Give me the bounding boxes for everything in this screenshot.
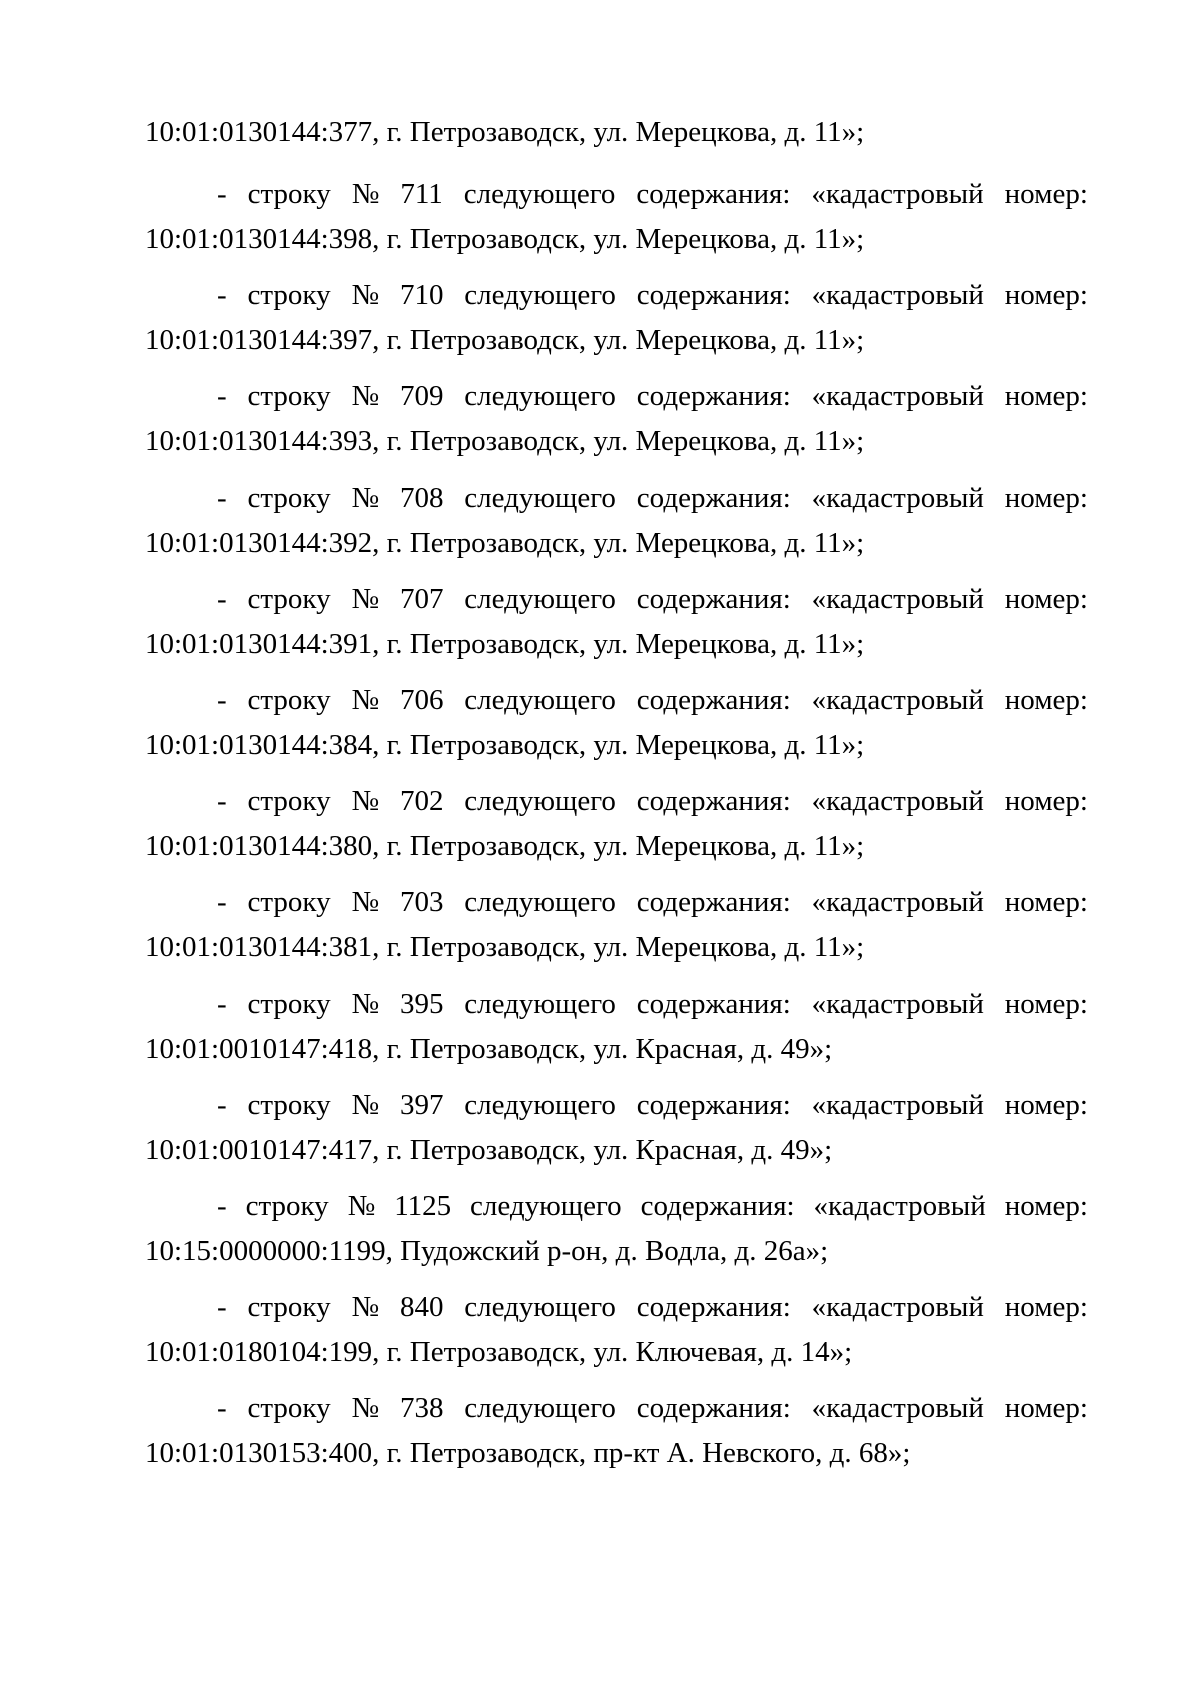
lead-word: «кадастровый [811,380,984,413]
amendment-lead-line [217,1287,1088,1327]
amendment-lead-line [217,376,1088,416]
lead-word: 707 [399,582,444,615]
lead-word: содержания: [636,582,791,615]
lead-word: номер: [1004,178,1088,210]
lead-word: 708 [399,481,444,514]
lead-word: № [351,785,380,818]
lead-word: номер: [1004,279,1088,312]
amendment-address-line: 10:01:0130144:391, г. Петрозаводск, ул. Мерецкова, д. 11»; [145,627,865,660]
lead-word: № [351,582,380,615]
amendment-address-line: 10:01:0180104:199, г. Петрозаводск, ул. Ключевая, д. 14»; [145,1336,853,1369]
lead-word: «кадастровый [813,1190,986,1222]
lead-word: - [217,1088,227,1121]
lead-word: следующего [464,582,616,615]
lead-word: № [351,684,380,716]
lead-word: 709 [399,380,444,413]
lead-word: строку [247,582,331,615]
lead-word: номер: [1004,1291,1088,1324]
lead-word: - [217,1392,227,1425]
amendment-lead-line [217,275,1088,315]
lead-word: - [217,380,227,413]
lead-word: номер: [1004,785,1088,818]
lead-word: строку [247,279,331,312]
lead-word: следующего [464,684,616,716]
lead-word: строку [247,785,331,818]
lead-word: содержания: [636,380,791,413]
lead-word: номер: [1004,987,1088,1020]
lead-word: строку [247,1392,331,1425]
lead-word: следующего [464,1088,616,1121]
lead-word: «кадастровый [811,481,984,514]
lead-word: № [351,178,380,210]
amendment-lead-line [217,579,1088,619]
lead-word: содержания: [636,785,791,818]
lead-word: № [351,1088,380,1121]
lead-word: - [217,1291,227,1324]
lead-word: номер: [1004,1392,1088,1425]
lead-word: № [351,1392,380,1425]
lead-word: 711 [400,178,443,210]
amendment-lead-line [217,1186,1088,1226]
lead-word: содержания: [636,178,791,210]
lead-word: - [217,481,227,514]
lead-word: следующего [470,1190,622,1222]
lead-word: № [351,886,380,919]
lead-word: № [351,279,380,312]
lead-word: № [351,1291,380,1324]
amendment-address-line: 10:01:0130144:381, г. Петрозаводск, ул. Мерецкова, д. 11»; [145,931,865,964]
lead-word: следующего [464,481,616,514]
amendment-address-line: 10:15:0000000:1199, Пудожский р-он, д. Водла, д. 26а»; [145,1235,829,1267]
lead-word: содержания: [636,1088,791,1121]
lead-word: «кадастровый [811,1088,984,1121]
lead-word: «кадастровый [811,684,984,716]
lead-word: 397 [399,1088,444,1121]
amendment-address-line: 10:01:0130144:393, г. Петрозаводск, ул. Мерецкова, д. 11»; [145,425,865,458]
amendment-address-line: 10:01:0130144:397, г. Петрозаводск, ул. Мерецкова, д. 11»; [145,324,865,357]
lead-word: «кадастровый [811,178,984,210]
lead-word: - [217,279,227,312]
lead-word: - [217,785,227,818]
continuation-line: 10:01:0130144:377, г. Петрозаводск, ул. Мерецкова, д. 11»; [145,116,865,148]
lead-word: - [217,582,227,615]
lead-word: строку [247,1291,331,1324]
lead-word: 1125 [394,1190,452,1222]
amendment-lead-line [217,680,1088,720]
amendment-lead-line [217,478,1088,518]
lead-word: № [347,1190,376,1222]
lead-word: номер: [1004,1088,1088,1121]
lead-word: «кадастровый [811,886,984,919]
lead-word: следующего [464,886,616,919]
lead-word: «кадастровый [811,785,984,818]
amendment-lead-line [217,1388,1088,1428]
lead-word: следующего [464,1291,616,1324]
lead-word: следующего [464,279,616,312]
amendment-address-line: 10:01:0130144:384, г. Петрозаводск, ул. Мерецкова, д. 11»; [145,729,865,761]
lead-word: следующего [463,178,616,210]
lead-word: 703 [399,886,444,919]
lead-word: содержания: [636,1291,791,1324]
lead-word: номер: [1004,684,1088,716]
amendment-lead-line [217,781,1088,821]
amendment-address-line: 10:01:0130153:400, г. Петрозаводск, пр-кт А. Невского, д. 68»; [145,1437,911,1470]
lead-word: строку [247,684,331,716]
lead-word: строку [247,1088,331,1121]
lead-word: № [351,987,380,1020]
lead-word: строку [247,481,331,514]
lead-word: 702 [399,785,444,818]
lead-word: 710 [399,279,444,312]
lead-word: - [217,886,227,919]
lead-word: содержания: [636,684,791,716]
amendment-lead-line [217,174,1088,214]
amendment-address-line: 10:01:0130144:398, г. Петрозаводск, ул. Мерецкова, д. 11»; [145,223,865,255]
lead-word: содержания: [636,987,791,1020]
lead-word: - [217,1190,227,1222]
amendment-lead-line [217,984,1088,1024]
lead-word: номер: [1004,886,1088,919]
lead-word: следующего [464,987,616,1020]
lead-word: строку [247,178,331,210]
lead-word: номер: [1004,582,1088,615]
lead-word: содержания: [636,886,791,919]
lead-word: строку [247,380,331,413]
lead-word: содержания: [636,1392,791,1425]
lead-word: содержания: [636,279,791,312]
lead-word: следующего [464,785,616,818]
lead-word: содержания: [640,1190,795,1222]
lead-word: «кадастровый [811,1392,984,1425]
lead-word: - [217,178,227,210]
lead-word: «кадастровый [811,279,984,312]
lead-word: 738 [399,1392,444,1425]
amendment-address-line: 10:01:0010147:417, г. Петрозаводск, ул. Красная, д. 49»; [145,1133,833,1166]
lead-word: строку [247,886,331,919]
lead-word: номер: [1004,1190,1088,1222]
lead-word: «кадастровый [811,582,984,615]
lead-word: 840 [399,1291,444,1324]
lead-word: - [217,684,227,716]
lead-word: строку [245,1190,329,1222]
amendment-lead-line [217,882,1088,922]
lead-word: следующего [464,1392,616,1425]
lead-word: № [351,380,380,413]
amendment-address-line: 10:01:0130144:380, г. Петрозаводск, ул. Мерецкова, д. 11»; [145,830,865,863]
lead-word: - [217,987,227,1020]
lead-word: содержания: [636,481,791,514]
lead-word: «кадастровый [811,1291,984,1324]
lead-word: строку [247,987,331,1020]
lead-word: следующего [464,380,616,413]
lead-word: номер: [1004,380,1088,413]
amendment-lead-line [217,1085,1088,1125]
amendment-address-line: 10:01:0130144:392, г. Петрозаводск, ул. Мерецкова, д. 11»; [145,526,865,559]
lead-word: «кадастровый [811,987,984,1020]
lead-word: № [351,481,380,514]
lead-word: 706 [399,684,444,716]
lead-word: 395 [399,987,444,1020]
amendment-address-line: 10:01:0010147:418, г. Петрозаводск, ул. Красная, д. 49»; [145,1032,833,1065]
lead-word: номер: [1004,481,1088,514]
